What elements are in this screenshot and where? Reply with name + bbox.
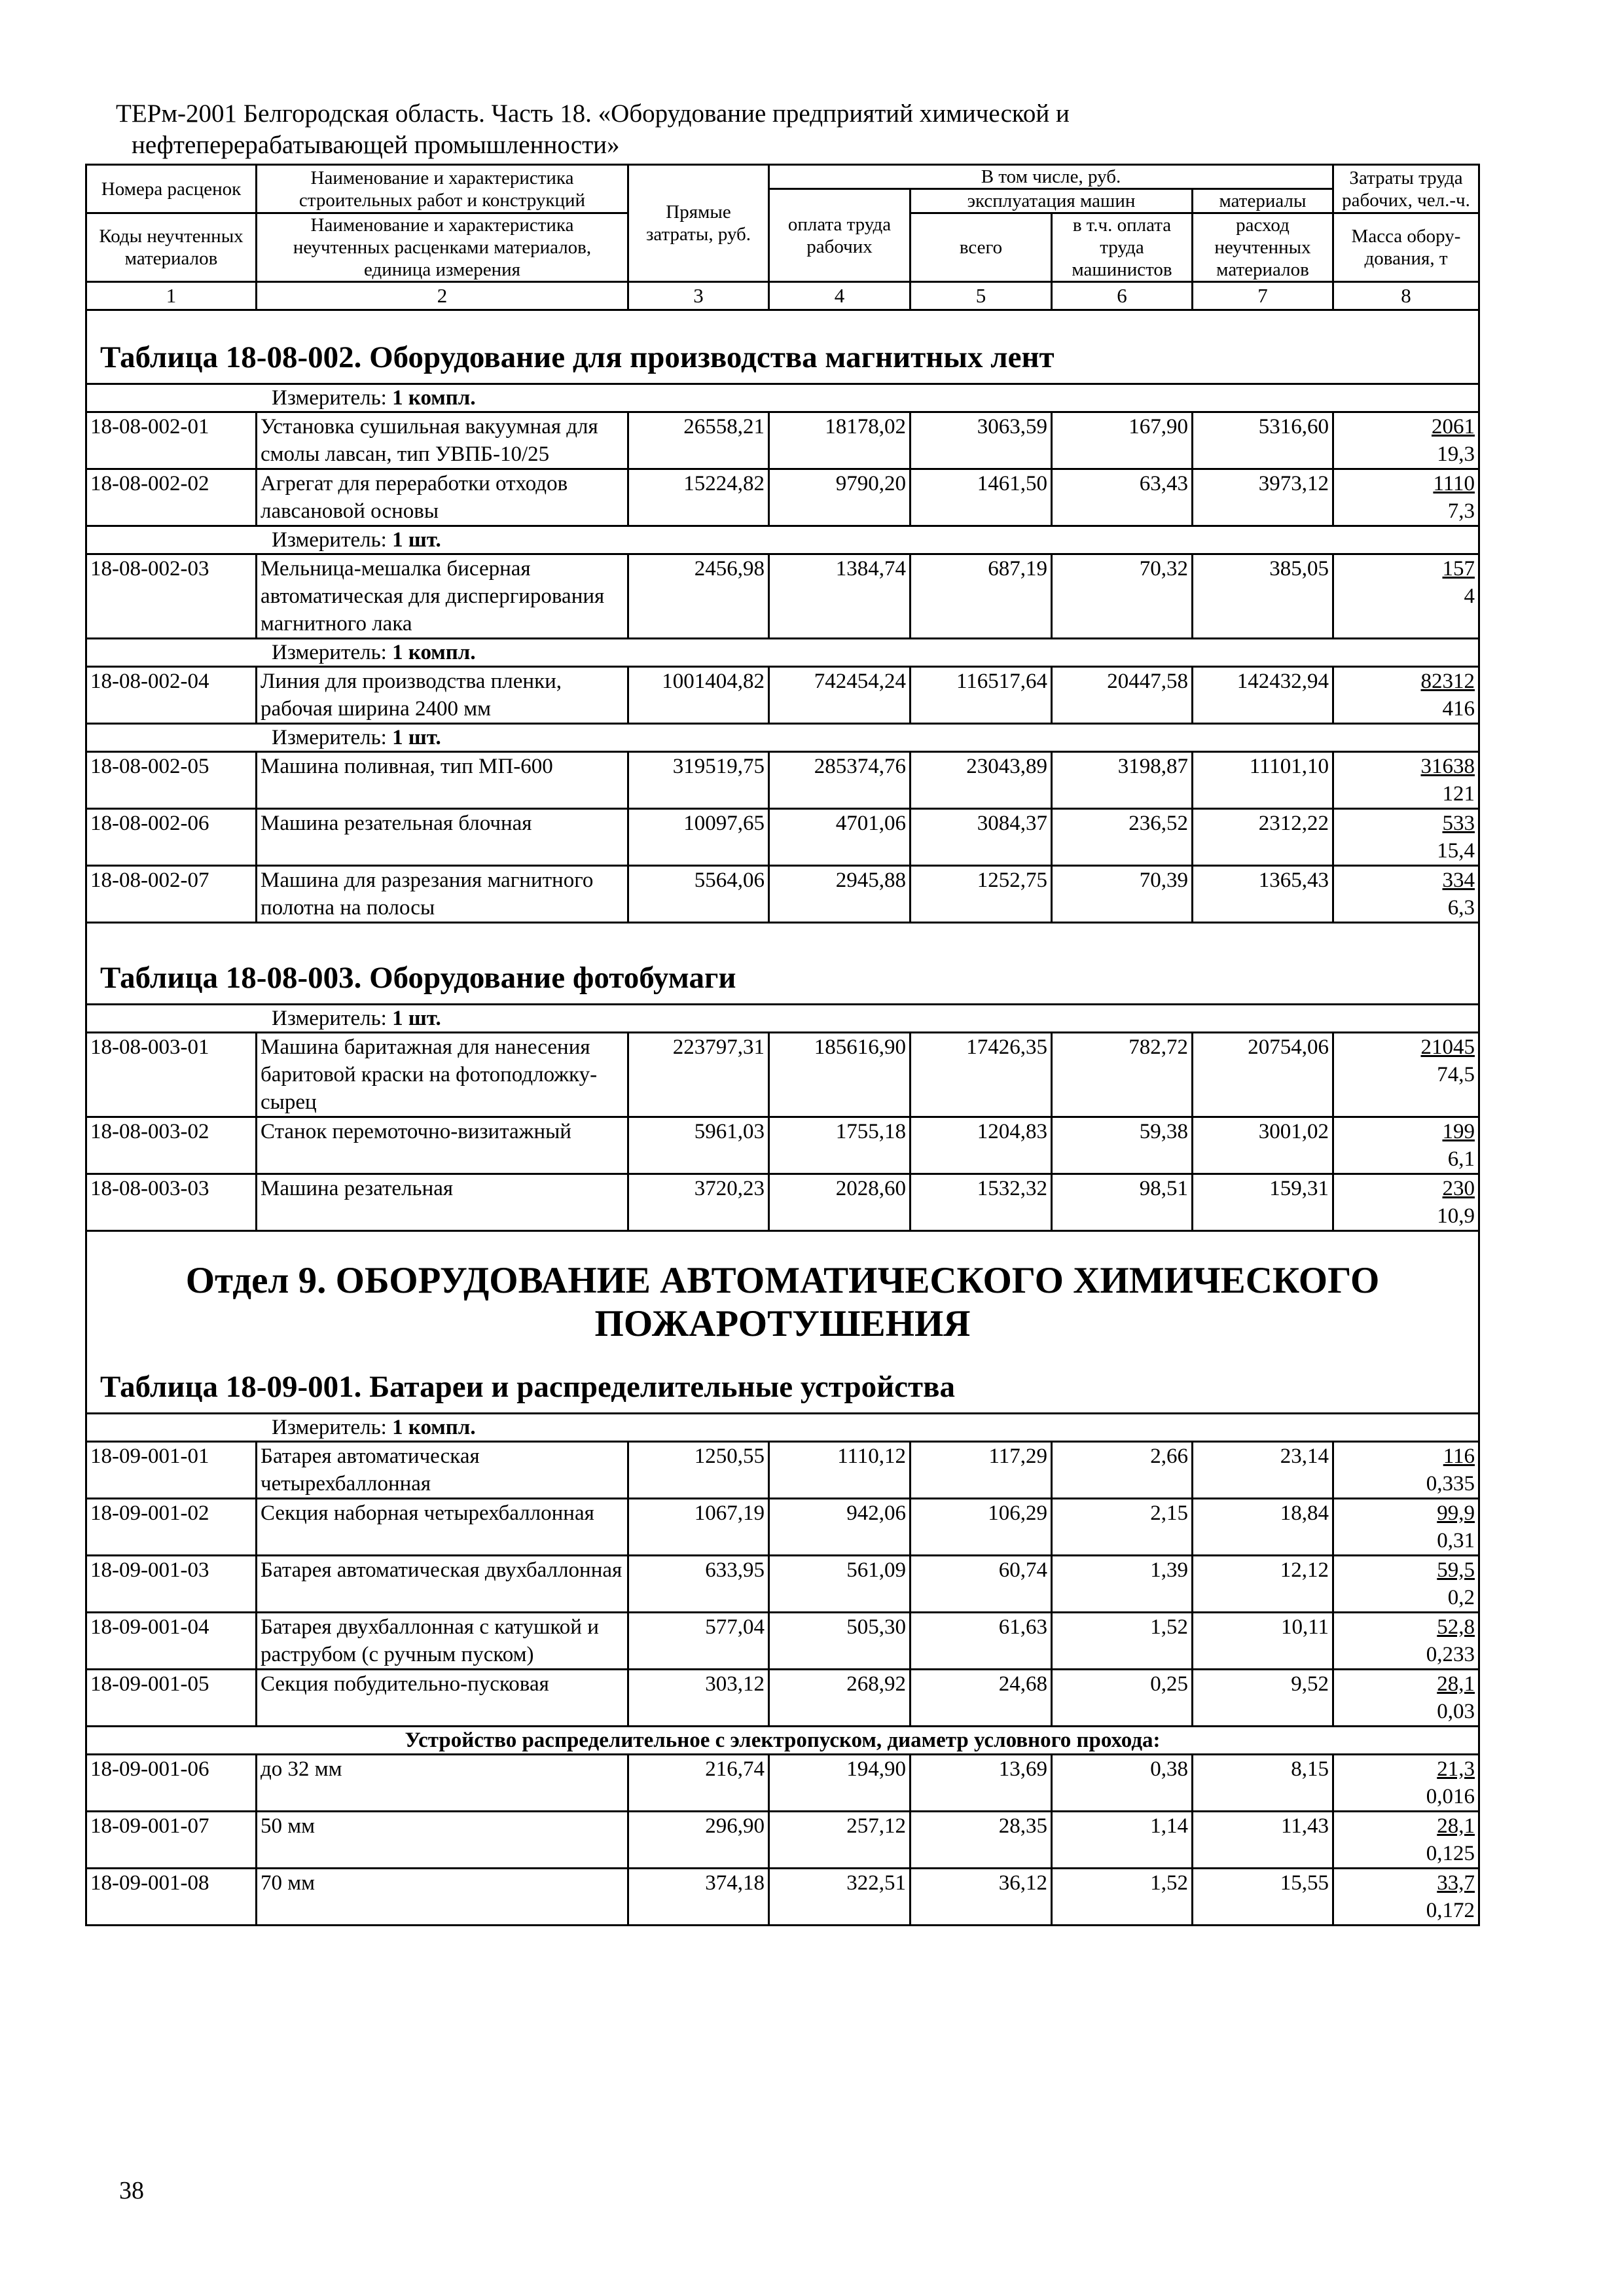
labor-and-mass (1333, 412, 1479, 469)
direct-cost: 5564,06 (628, 866, 769, 923)
machines-operator-pay: 2,66 (1052, 1442, 1193, 1499)
rate-code: 18-08-002-06 (86, 809, 257, 866)
machines-total: 28,35 (911, 1812, 1052, 1869)
equipment-mass: 0,233 (1426, 1643, 1475, 1666)
measure-value: 1 шт. (392, 1007, 441, 1030)
col-header-codes-bottom: Коды неучтенных материалов (86, 213, 257, 282)
labor-pay: 185616,90 (769, 1033, 911, 1117)
col-header-direct: Прямые затраты, руб. (628, 165, 769, 282)
labor-pay: 2945,88 (769, 866, 911, 923)
labor-pay: 18178,02 (769, 412, 911, 469)
rate-name: Мельница-мешалка бисерная автоматическая для диспергирования магнитного лака (257, 554, 628, 639)
labor-pay: 742454,24 (769, 667, 911, 724)
measure-row (86, 1414, 1479, 1442)
materials-cost: 15,55 (1193, 1869, 1333, 1926)
machines-operator-pay: 3198,87 (1052, 752, 1193, 809)
page-number: 38 (119, 2177, 144, 2204)
machines-total: 1532,32 (911, 1174, 1052, 1231)
machines-total: 60,74 (911, 1556, 1052, 1613)
table-row (86, 1442, 1479, 1499)
rates-table (85, 164, 1480, 1926)
labor-pay: 942,06 (769, 1499, 911, 1556)
rate-name: 70 мм (257, 1869, 628, 1926)
labor-hours: 28,1 (1437, 1814, 1475, 1838)
labor-hours: 1110 (1433, 472, 1475, 495)
labor-hours: 334 (1442, 869, 1475, 892)
col-header-name-top: Наименование и характеристика строительных работ и конструкций (257, 165, 628, 213)
direct-cost: 216,74 (628, 1755, 769, 1812)
materials-cost: 11101,10 (1193, 752, 1333, 809)
rate-name: Агрегат для переработки отходов лавсановой основы (257, 469, 628, 526)
equipment-mass: 10,9 (1437, 1204, 1475, 1228)
column-number: 3 (628, 282, 769, 310)
equipment-mass: 0,335 (1426, 1472, 1475, 1496)
rate-name: Машина баритажная для нанесения баритовой краски на фотоподложку-сырец (257, 1033, 628, 1117)
labor-hours: 52,8 (1437, 1615, 1475, 1639)
materials-cost: 10,11 (1193, 1613, 1333, 1670)
machines-total: 36,12 (911, 1869, 1052, 1926)
department-title-line-1: Отдел 9. ОБОРУДОВАНИЕ АВТОМАТИЧЕСКОГО ХИМИЧЕСКОГО (185, 1260, 1380, 1301)
direct-cost: 1001404,82 (628, 667, 769, 724)
labor-hours: 82312 (1420, 670, 1475, 693)
column-number: 6 (1052, 282, 1193, 310)
labor-pay: 2028,60 (769, 1174, 911, 1231)
direct-cost: 319519,75 (628, 752, 769, 809)
labor-pay: 561,09 (769, 1556, 911, 1613)
machines-operator-pay: 0,25 (1052, 1670, 1193, 1727)
col-header-machines: эксплуатация машин (911, 189, 1193, 213)
rate-code: 18-08-002-07 (86, 866, 257, 923)
measure-row (86, 639, 1479, 667)
materials-cost: 3001,02 (1193, 1117, 1333, 1174)
labor-and-mass (1333, 1556, 1479, 1613)
equipment-mass: 4 (1464, 584, 1475, 608)
department-title-line-2: ПОЖАРОТУШЕНИЯ (594, 1303, 971, 1344)
materials-cost: 9,52 (1193, 1670, 1333, 1727)
section-title-row (86, 310, 1479, 384)
labor-pay: 9790,20 (769, 469, 911, 526)
machines-operator-pay: 1,52 (1052, 1613, 1193, 1670)
column-number: 8 (1333, 282, 1479, 310)
labor-pay: 1110,12 (769, 1442, 911, 1499)
measure (86, 1005, 1479, 1033)
col-header-materials-sub: расход неучтенных материалов (1193, 213, 1333, 282)
rate-name: Установка сушильная вакуумная для смолы лавсан, тип УВПБ-10/25 (257, 412, 628, 469)
machines-operator-pay: 70,32 (1052, 554, 1193, 639)
rate-code: 18-08-002-03 (86, 554, 257, 639)
labor-hours: 116 (1443, 1444, 1475, 1468)
rate-name: до 32 мм (257, 1755, 628, 1812)
machines-operator-pay: 63,43 (1052, 469, 1193, 526)
rate-code: 18-08-002-05 (86, 752, 257, 809)
column-number: 7 (1193, 282, 1333, 310)
direct-cost: 5961,03 (628, 1117, 769, 1174)
header-line-1: ТЕРм-2001 Белгородская область. Часть 18. «Оборудование предприятий химической и (116, 99, 1070, 128)
measure-row (86, 526, 1479, 554)
table-row (86, 469, 1479, 526)
machines-operator-pay: 0,38 (1052, 1755, 1193, 1812)
materials-cost: 23,14 (1193, 1442, 1333, 1499)
direct-cost: 1250,55 (628, 1442, 769, 1499)
labor-hours: 33,7 (1437, 1871, 1475, 1895)
rate-code: 18-09-001-07 (86, 1812, 257, 1869)
section-title: Таблица 18-08-002. Оборудование для производства магнитных лент (86, 310, 1479, 384)
materials-cost: 5316,60 (1193, 412, 1333, 469)
machines-operator-pay: 59,38 (1052, 1117, 1193, 1174)
table-row (86, 1812, 1479, 1869)
machines-total: 1252,75 (911, 866, 1052, 923)
department-row (86, 1231, 1479, 1353)
machines-total: 24,68 (911, 1670, 1052, 1727)
measure-row (86, 1005, 1479, 1033)
equipment-mass: 0,2 (1447, 1586, 1475, 1609)
col-header-labor-top: Затраты труда рабочих, чел.-ч. (1333, 165, 1479, 213)
table-row (86, 866, 1479, 923)
direct-cost: 3720,23 (628, 1174, 769, 1231)
materials-cost: 11,43 (1193, 1812, 1333, 1869)
rate-code: 18-09-001-04 (86, 1613, 257, 1670)
subheading-row (86, 1727, 1479, 1755)
rate-name: Батарея автоматическая двухбаллонная (257, 1556, 628, 1613)
rate-code: 18-09-001-06 (86, 1755, 257, 1812)
measure-value: 1 компл. (392, 641, 476, 664)
rate-code: 18-08-002-01 (86, 412, 257, 469)
machines-operator-pay: 1,14 (1052, 1812, 1193, 1869)
materials-cost: 385,05 (1193, 554, 1333, 639)
table-row (86, 1755, 1479, 1812)
labor-and-mass (1333, 752, 1479, 809)
labor-and-mass (1333, 1613, 1479, 1670)
measure-label: Измеритель: (272, 726, 387, 749)
rate-code: 18-08-002-04 (86, 667, 257, 724)
labor-pay: 4701,06 (769, 809, 911, 866)
labor-and-mass (1333, 1117, 1479, 1174)
labor-and-mass (1333, 1755, 1479, 1812)
labor-hours: 230 (1442, 1177, 1475, 1200)
materials-cost: 8,15 (1193, 1755, 1333, 1812)
machines-operator-pay: 1,52 (1052, 1869, 1193, 1926)
equipment-mass: 416 (1442, 697, 1475, 721)
rate-name: Батарея двухбаллонная с катушкой и раструбом (с ручным пуском) (257, 1613, 628, 1670)
labor-pay: 257,12 (769, 1812, 911, 1869)
measure-value: 1 компл. (392, 1416, 476, 1439)
materials-cost: 20754,06 (1193, 1033, 1333, 1117)
labor-hours: 21045 (1420, 1035, 1475, 1059)
machines-total: 687,19 (911, 554, 1052, 639)
labor-hours: 199 (1442, 1120, 1475, 1143)
header-line-2: нефтеперерабатывающей промышленности» (132, 131, 620, 159)
equipment-mass: 0,016 (1426, 1785, 1475, 1808)
labor-pay: 505,30 (769, 1613, 911, 1670)
labor-hours: 31638 (1420, 755, 1475, 778)
rate-name: Машина поливная, тип МП-600 (257, 752, 628, 809)
machines-total: 61,63 (911, 1613, 1052, 1670)
header-row-1 (86, 165, 1479, 189)
table-row (86, 554, 1479, 639)
labor-hours: 2061 (1432, 415, 1475, 439)
machines-operator-pay: 167,90 (1052, 412, 1193, 469)
measure-value: 1 шт. (392, 726, 441, 749)
labor-and-mass (1333, 1812, 1479, 1869)
labor-and-mass (1333, 469, 1479, 526)
measure (86, 526, 1479, 554)
rate-code: 18-08-002-02 (86, 469, 257, 526)
rate-name: Машина резательная (257, 1174, 628, 1231)
measure-label: Измеритель: (272, 1416, 387, 1439)
rate-name: Машина для разрезания магнитного полотна на полосы (257, 866, 628, 923)
labor-and-mass (1333, 1442, 1479, 1499)
direct-cost: 303,12 (628, 1670, 769, 1727)
measure-value: 1 компл. (392, 386, 476, 410)
table-row (86, 1499, 1479, 1556)
rate-name: Машина резательная блочная (257, 809, 628, 866)
direct-cost: 223797,31 (628, 1033, 769, 1117)
materials-cost: 18,84 (1193, 1499, 1333, 1556)
labor-pay: 194,90 (769, 1755, 911, 1812)
labor-pay: 268,92 (769, 1670, 911, 1727)
section-title-row (86, 1352, 1479, 1414)
measure-row (86, 384, 1479, 412)
labor-hours: 28,1 (1437, 1672, 1475, 1696)
table-row (86, 667, 1479, 724)
measure-label: Измеритель: (272, 1007, 387, 1030)
rate-name: Секция побудительно-пусковая (257, 1670, 628, 1727)
col-header-machines-total: всего (911, 213, 1052, 282)
rate-code: 18-09-001-05 (86, 1670, 257, 1727)
equipment-mass: 19,3 (1437, 442, 1475, 466)
table-row (86, 1670, 1479, 1727)
section-title: Таблица 18-08-003. Оборудование фотобумаги (86, 923, 1479, 1005)
rate-name: 50 мм (257, 1812, 628, 1869)
equipment-mass: 6,1 (1447, 1147, 1475, 1171)
machines-total: 1461,50 (911, 469, 1052, 526)
machines-operator-pay: 98,51 (1052, 1174, 1193, 1231)
materials-cost: 142432,94 (1193, 667, 1333, 724)
table-row (86, 1117, 1479, 1174)
labor-hours: 99,9 (1437, 1501, 1475, 1525)
col-header-labor-bottom: Масса обору-дования, т (1333, 213, 1479, 282)
rate-code: 18-09-001-01 (86, 1442, 257, 1499)
rate-code: 18-08-003-02 (86, 1117, 257, 1174)
machines-total: 3084,37 (911, 809, 1052, 866)
materials-cost: 1365,43 (1193, 866, 1333, 923)
measure-value: 1 шт. (392, 528, 441, 552)
labor-and-mass (1333, 1869, 1479, 1926)
machines-operator-pay: 2,15 (1052, 1499, 1193, 1556)
column-numbers-row (86, 282, 1479, 310)
direct-cost: 296,90 (628, 1812, 769, 1869)
equipment-mass: 15,4 (1437, 839, 1475, 863)
labor-and-mass (1333, 667, 1479, 724)
labor-hours: 533 (1442, 812, 1475, 835)
table-row (86, 1613, 1479, 1670)
direct-cost: 10097,65 (628, 809, 769, 866)
rate-code: 18-08-003-03 (86, 1174, 257, 1231)
materials-cost: 3973,12 (1193, 469, 1333, 526)
rate-name: Секция наборная четырехбаллонная (257, 1499, 628, 1556)
table-row (86, 1174, 1479, 1231)
labor-pay: 1755,18 (769, 1117, 911, 1174)
labor-hours: 59,5 (1437, 1558, 1475, 1582)
col-header-labor-pay: оплата труда рабочих (769, 189, 911, 282)
rate-code: 18-08-003-01 (86, 1033, 257, 1117)
equipment-mass: 6,3 (1447, 896, 1475, 920)
machines-total: 117,29 (911, 1442, 1052, 1499)
measure (86, 724, 1479, 752)
measure-label: Измеритель: (272, 641, 387, 664)
equipment-mass: 0,125 (1426, 1842, 1475, 1865)
column-number: 1 (86, 282, 257, 310)
labor-and-mass (1333, 554, 1479, 639)
labor-hours: 21,3 (1437, 1757, 1475, 1781)
labor-and-mass (1333, 1670, 1479, 1727)
measure (86, 639, 1479, 667)
labor-and-mass (1333, 1499, 1479, 1556)
machines-operator-pay: 236,52 (1052, 809, 1193, 866)
direct-cost: 374,18 (628, 1869, 769, 1926)
section-title-row (86, 923, 1479, 1005)
col-header-materials: материалы (1193, 189, 1333, 213)
rate-code: 18-09-001-08 (86, 1869, 257, 1926)
direct-cost: 2456,98 (628, 554, 769, 639)
labor-and-mass (1333, 866, 1479, 923)
labor-and-mass (1333, 1174, 1479, 1231)
machines-total: 13,69 (911, 1755, 1052, 1812)
subheading: Устройство распределительное с электропуском, диаметр условного прохода: (86, 1727, 1479, 1755)
direct-cost: 15224,82 (628, 469, 769, 526)
column-number: 4 (769, 282, 911, 310)
machines-total: 3063,59 (911, 412, 1052, 469)
labor-pay: 285374,76 (769, 752, 911, 809)
equipment-mass: 74,5 (1437, 1063, 1475, 1086)
machines-total: 23043,89 (911, 752, 1052, 809)
labor-and-mass (1333, 809, 1479, 866)
machines-operator-pay: 782,72 (1052, 1033, 1193, 1117)
machines-total: 1204,83 (911, 1117, 1052, 1174)
equipment-mass: 0,03 (1437, 1700, 1475, 1723)
table-row (86, 809, 1479, 866)
equipment-mass: 7,3 (1447, 499, 1475, 523)
col-header-name-bottom: Наименование и характеристика неучтенных расценками материалов, единица измерения (257, 213, 628, 282)
table-row (86, 1556, 1479, 1613)
machines-operator-pay: 70,39 (1052, 866, 1193, 923)
machines-total: 17426,35 (911, 1033, 1052, 1117)
equipment-mass: 0,172 (1426, 1899, 1475, 1922)
table-row (86, 1033, 1479, 1117)
machines-operator-pay: 20447,58 (1052, 667, 1193, 724)
col-header-machines-incl: в т.ч. оплата труда машинистов (1052, 213, 1193, 282)
rate-name: Батарея автоматическая четырехбаллонная (257, 1442, 628, 1499)
labor-pay: 1384,74 (769, 554, 911, 639)
machines-operator-pay: 1,39 (1052, 1556, 1193, 1613)
table-row (86, 1869, 1479, 1926)
direct-cost: 1067,19 (628, 1499, 769, 1556)
materials-cost: 2312,22 (1193, 809, 1333, 866)
direct-cost: 577,04 (628, 1613, 769, 1670)
labor-and-mass (1333, 1033, 1479, 1117)
materials-cost: 159,31 (1193, 1174, 1333, 1231)
rate-code: 18-09-001-02 (86, 1499, 257, 1556)
document-header (116, 98, 1477, 161)
column-number: 2 (257, 282, 628, 310)
direct-cost: 26558,21 (628, 412, 769, 469)
measure (86, 1414, 1479, 1442)
department-title (86, 1231, 1479, 1353)
rate-code: 18-09-001-03 (86, 1556, 257, 1613)
col-header-codes-top: Номера расценок (86, 165, 257, 213)
machines-total: 106,29 (911, 1499, 1052, 1556)
equipment-mass: 121 (1442, 782, 1475, 806)
labor-hours: 157 (1442, 557, 1475, 581)
rate-name: Линия для производства пленки, рабочая ширина 2400 мм (257, 667, 628, 724)
machines-total: 116517,64 (911, 667, 1052, 724)
col-header-including: В том числе, руб. (769, 165, 1333, 189)
column-number: 5 (911, 282, 1052, 310)
table-row (86, 752, 1479, 809)
table-row (86, 412, 1479, 469)
direct-cost: 633,95 (628, 1556, 769, 1613)
measure-label: Измеритель: (272, 386, 387, 410)
equipment-mass: 0,31 (1437, 1529, 1475, 1552)
labor-pay: 322,51 (769, 1869, 911, 1926)
section-title: Таблица 18-09-001. Батареи и распределительные устройства (86, 1352, 1479, 1414)
measure (86, 384, 1479, 412)
materials-cost: 12,12 (1193, 1556, 1333, 1613)
measure-label: Измеритель: (272, 528, 387, 552)
rate-name: Станок перемоточно-визитажный (257, 1117, 628, 1174)
measure-row (86, 724, 1479, 752)
